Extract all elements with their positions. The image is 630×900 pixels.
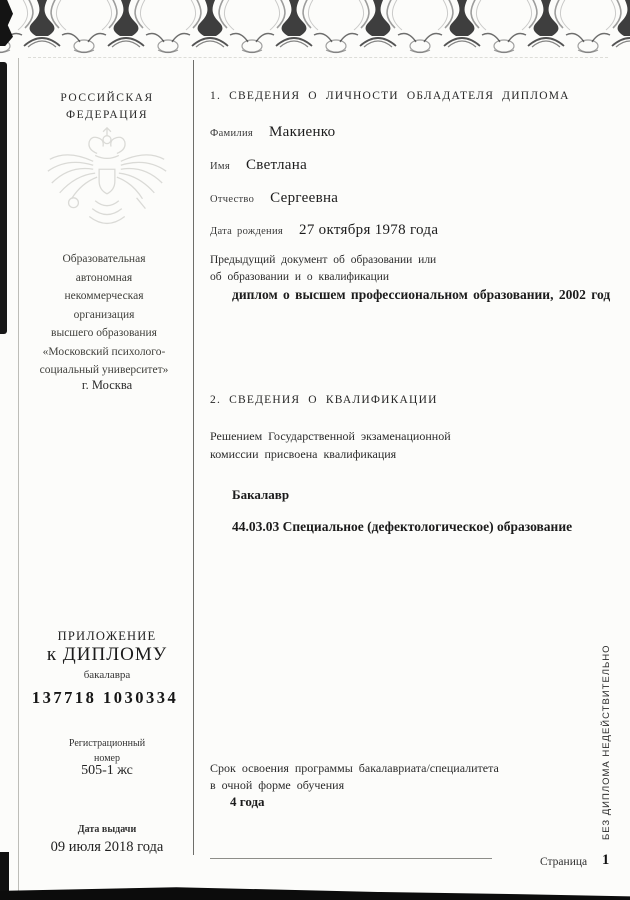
program-duration-label-line-1: Срок освоения программы бакалавриата/специалитета xyxy=(210,761,499,775)
page-left-rule xyxy=(18,58,19,900)
previous-document-value: диплом о высшем профессиональном образовании, 2002 год xyxy=(232,287,611,302)
organization-line: организация xyxy=(73,308,135,321)
program-duration-label xyxy=(210,760,499,793)
program-code-and-name: 44.03.03 Специальное (дефектологическое) образование xyxy=(232,519,573,534)
registration-number-value: 505-1 жс xyxy=(81,763,133,778)
organization-city: г. Москва xyxy=(81,378,133,392)
birthdate-value: 27 октября 1978 года xyxy=(299,222,439,238)
patronymic-row xyxy=(210,189,338,207)
scan-artifact-left-edge xyxy=(0,62,7,334)
issue-date-value: 09 июля 2018 года xyxy=(50,839,164,855)
document-type-line-1: ПРИЛОЖЕНИЕ xyxy=(57,629,157,643)
qualification-decision-line-2: комиссии присвоена квалификация xyxy=(210,446,397,461)
program-duration-value: 4 года xyxy=(230,794,265,809)
registration-label-line-2: номер xyxy=(94,753,120,764)
previous-document-label xyxy=(210,252,436,285)
country-line-2: ФЕДЕРАЦИЯ xyxy=(66,109,148,121)
organization-line: «Московский психолого- xyxy=(42,345,166,358)
section2-title: 2. СВЕДЕНИЯ О КВАЛИФИКАЦИИ xyxy=(210,394,438,406)
organization-line: автономная xyxy=(75,271,133,284)
guilloche-border-ornament xyxy=(0,0,630,54)
registration-label-line-1: Регистрационный xyxy=(68,738,146,749)
patronymic-value: Сергеевна xyxy=(270,190,339,206)
organization-line: некоммерческая xyxy=(64,290,144,302)
surname-label: Фамилия xyxy=(210,128,254,139)
organization-line: социальный университет» xyxy=(39,364,169,376)
organization-line: высшего образования xyxy=(51,327,157,339)
country-heading xyxy=(22,90,192,124)
qualification-value: Бакалавр xyxy=(232,487,290,502)
birthdate-row xyxy=(210,221,438,239)
previous-document-label-line-2: об образовании и о квалификации xyxy=(210,270,390,283)
issue-date-label: Дата выдачи xyxy=(77,824,137,835)
program-duration-label-line-2: в очной форме обучения xyxy=(210,777,345,792)
scan-artifact-bottom-shadow xyxy=(0,887,630,900)
organization-line: Образовательная xyxy=(62,253,146,265)
section1-title: 1. СВЕДЕНИЯ О ЛИЧНОСТИ ОБЛАДАТЕЛЯ ДИПЛОМА xyxy=(210,90,570,102)
document-type-line-2: к ДИПЛОМУ xyxy=(46,644,168,665)
name-value: Светлана xyxy=(245,157,308,173)
name-row xyxy=(210,156,307,174)
page-label: Страница xyxy=(540,856,588,868)
organization-name xyxy=(12,250,196,380)
blank-serial-number: 137718 1030334 xyxy=(31,688,179,707)
surname-value: Макиенко xyxy=(269,124,336,140)
registration-number-label xyxy=(22,736,192,766)
previous-document-label-line-1: Предыдущий документ об образовании или xyxy=(210,254,437,266)
page-number: 1 xyxy=(602,852,610,868)
country-line-1: РОССИЙСКАЯ xyxy=(60,92,154,104)
qualification-decision-text xyxy=(210,428,451,463)
qualification-decision-line-1: Решением Государственной экзаменационной xyxy=(210,429,451,443)
column-divider-rule xyxy=(193,60,194,855)
coat-of-arms-eagle-icon xyxy=(38,124,176,244)
name-label: Имя xyxy=(210,161,230,172)
patronymic-label: Отчество xyxy=(210,194,255,205)
document-type-line-3: бакалавра xyxy=(83,669,131,681)
without-diploma-invalid-note: БЕЗ ДИПЛОМА НЕДЕЙСТВИТЕЛЬНО xyxy=(601,644,612,840)
footer-rule xyxy=(210,858,492,859)
birthdate-label: Дата рождения xyxy=(210,226,284,237)
surname-row xyxy=(210,123,335,141)
scan-artifact-dashed-line xyxy=(28,57,608,58)
